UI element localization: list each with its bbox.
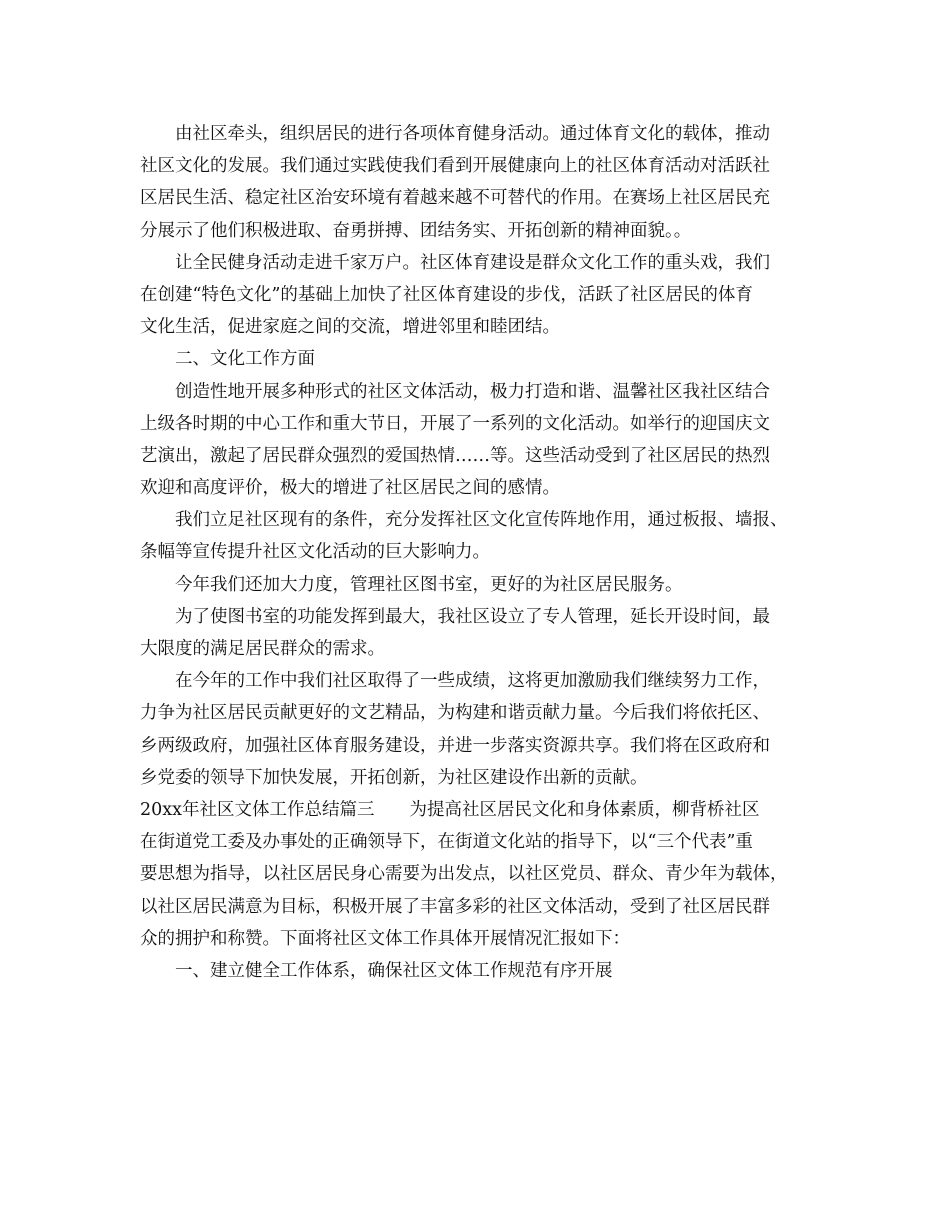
- paragraph-line: 条幅等宣传提升社区文化活动的巨大影响力。: [140, 542, 490, 563]
- paragraph-line: 社区文化的发展。我们通过实践使我们看到开展健康向上的社区体育活动对活跃社: [140, 156, 770, 177]
- paragraph-line: 在今年的工作中我们社区取得了一些成绩，这将更加激励我们继续努力工作，: [175, 671, 770, 692]
- paragraph-line: 力争为社区居民贡献更好的文艺精品，为构建和谐贡献力量。今后我们将依托区、: [140, 703, 770, 724]
- document-body: [140, 118, 830, 987]
- paragraph-line: 区居民生活、稳定社区治安环境有着越来越不可替代的作用。在赛场上社区居民充: [140, 188, 770, 209]
- paragraph-line: 让全民健身活动走进千家万户。社区体育建设是群众文化工作的重头戏，我们: [175, 252, 770, 273]
- paragraph-line: 乡党委的领导下加快发展，开拓创新，为社区建设作出新的贡献。: [140, 767, 648, 788]
- paragraph-line: 艺演出，激起了居民群众强烈的爱国热情……等。这些活动受到了社区居民的热烈: [140, 445, 770, 466]
- paragraph-line: 为了使图书室的功能发挥到最大，我社区设立了专人管理，延长开设时间，最: [175, 606, 770, 627]
- paragraph-line: 20xx年社区文体工作总结篇三 为提高社区居民文化和身体素质，柳背桥社区: [140, 799, 760, 820]
- paragraph-line: 创造性地开展多种形式的社区文体活动，极力打造和谐、温馨社区我社区结合: [175, 381, 770, 402]
- paragraph-line: 在街道党工委及办事处的正确领导下，在街道文化站的指导下，以“三个代表”重: [140, 832, 753, 853]
- paragraph-line: 一、建立健全工作体系，确保社区文体工作规范有序开展: [175, 960, 613, 981]
- paragraph-line: 欢迎和高度评价，极大的增进了社区居民之间的感情。: [140, 478, 560, 499]
- paragraph-line: 乡两级政府，加强社区体育服务建设，并进一步落实资源共享。我们将在区政府和: [140, 735, 770, 756]
- paragraph-line: 我们立足社区现有的条件，充分发挥社区文化宣传阵地作用，通过板报、墙报、: [175, 510, 788, 531]
- paragraph-line: 由社区牵头，组织居民的进行各项体育健身活动。通过体育文化的载体，推动: [175, 124, 770, 144]
- paragraph-line: 众的拥护和称赞。下面将社区文体工作具体开展情况汇报如下：: [140, 928, 630, 949]
- paragraph-line: 在创建“特色文化”的基础上加快了社区体育建设的步伐，活跃了社区居民的体育: [140, 284, 753, 305]
- paragraph-line: 分展示了他们积极进取、奋勇拼搏、团结务实、开拓创新的精神面貌。。: [140, 220, 692, 241]
- paragraph-line: 二、文化工作方面: [175, 349, 315, 370]
- paragraph-line: 上级各时期的中心工作和重大节日，开展了一系列的文化活动。如举行的迎国庆文: [140, 413, 770, 434]
- paragraph-line: 大限度的满足居民群众的需求。: [140, 639, 385, 659]
- paragraph-line: 要思想为指导，以社区居民身心需要为出发点，以社区党员、群众、青少年为载体，: [140, 864, 788, 885]
- paragraph-line: 文化生活，促进家庭之间的交流，增进邻里和睦团结。: [140, 317, 560, 338]
- paragraph-line: 以社区居民满意为目标，积极开展了丰富多彩的社区文体活动，受到了社区居民群: [140, 896, 770, 917]
- paragraph-line: 今年我们还加大力度，管理社区图书室，更好的为社区居民服务。: [175, 574, 683, 595]
